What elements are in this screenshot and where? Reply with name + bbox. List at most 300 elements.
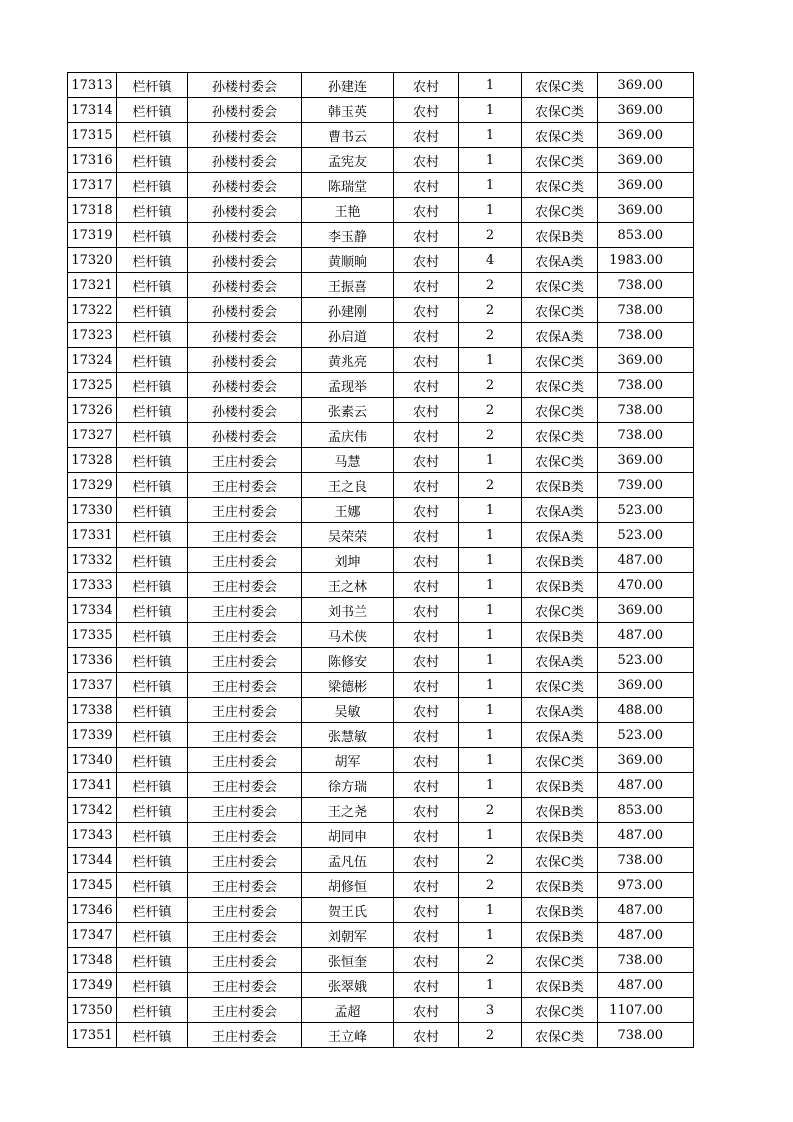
member-count-cell: 1 — [459, 723, 522, 748]
amount-cell: 369.00 — [598, 448, 694, 473]
village-cell: 孙楼村委会 — [188, 148, 302, 173]
table-row — [68, 648, 694, 673]
village-cell: 孙楼村委会 — [188, 373, 302, 398]
town-cell: 栏杆镇 — [117, 898, 188, 923]
table-row — [68, 923, 694, 948]
village-cell: 王庄村委会 — [188, 848, 302, 873]
insurance-class-cell: 农保B类 — [522, 223, 598, 248]
amount-cell: 1983.00 — [598, 248, 694, 273]
area-type-cell: 农村 — [394, 998, 459, 1023]
insurance-class-cell: 农保C类 — [522, 598, 598, 623]
town-cell: 栏杆镇 — [117, 848, 188, 873]
insurance-class-cell: 农保C类 — [522, 998, 598, 1023]
row-id-cell: 17347 — [68, 923, 117, 948]
row-id-cell: 17328 — [68, 448, 117, 473]
name-cell: 黄顺晌 — [302, 248, 394, 273]
table-row — [68, 623, 694, 648]
name-cell: 王立峰 — [302, 1023, 394, 1048]
member-count-cell: 1 — [459, 973, 522, 998]
town-cell: 栏杆镇 — [117, 173, 188, 198]
village-cell: 孙楼村委会 — [188, 223, 302, 248]
area-type-cell: 农村 — [394, 748, 459, 773]
name-cell: 孟宪友 — [302, 148, 394, 173]
row-id-cell: 17340 — [68, 748, 117, 773]
insurance-class-cell: 农保C类 — [522, 373, 598, 398]
amount-cell: 487.00 — [598, 898, 694, 923]
insurance-class-cell: 农保B类 — [522, 773, 598, 798]
name-cell: 王之良 — [302, 473, 394, 498]
table-row — [68, 773, 694, 798]
amount-cell: 487.00 — [598, 773, 694, 798]
row-id-cell: 17325 — [68, 373, 117, 398]
row-id-cell: 17333 — [68, 573, 117, 598]
town-cell: 栏杆镇 — [117, 323, 188, 348]
town-cell: 栏杆镇 — [117, 98, 188, 123]
table-row — [68, 323, 694, 348]
town-cell: 栏杆镇 — [117, 223, 188, 248]
town-cell: 栏杆镇 — [117, 823, 188, 848]
row-id-cell: 17342 — [68, 798, 117, 823]
table-row — [68, 523, 694, 548]
name-cell: 孙启道 — [302, 323, 394, 348]
row-id-cell: 17322 — [68, 298, 117, 323]
row-id-cell: 17330 — [68, 498, 117, 523]
village-cell: 孙楼村委会 — [188, 98, 302, 123]
area-type-cell: 农村 — [394, 148, 459, 173]
town-cell: 栏杆镇 — [117, 1023, 188, 1048]
insurance-class-cell: 农保C类 — [522, 1023, 598, 1048]
insurance-class-cell: 农保B类 — [522, 873, 598, 898]
name-cell: 陈瑞堂 — [302, 173, 394, 198]
member-count-cell: 1 — [459, 548, 522, 573]
village-cell: 王庄村委会 — [188, 898, 302, 923]
town-cell: 栏杆镇 — [117, 723, 188, 748]
insurance-class-cell: 农保C类 — [522, 73, 598, 98]
area-type-cell: 农村 — [394, 623, 459, 648]
amount-cell: 738.00 — [598, 323, 694, 348]
amount-cell: 369.00 — [598, 123, 694, 148]
name-cell: 张慧敏 — [302, 723, 394, 748]
member-count-cell: 2 — [459, 1023, 522, 1048]
amount-cell: 523.00 — [598, 648, 694, 673]
name-cell: 梁德彬 — [302, 673, 394, 698]
area-type-cell: 农村 — [394, 473, 459, 498]
village-cell: 孙楼村委会 — [188, 198, 302, 223]
member-count-cell: 1 — [459, 148, 522, 173]
area-type-cell: 农村 — [394, 173, 459, 198]
town-cell: 栏杆镇 — [117, 248, 188, 273]
area-type-cell: 农村 — [394, 198, 459, 223]
village-cell: 王庄村委会 — [188, 673, 302, 698]
amount-cell: 1107.00 — [598, 998, 694, 1023]
row-id-cell: 17348 — [68, 948, 117, 973]
amount-cell: 523.00 — [598, 523, 694, 548]
amount-cell: 523.00 — [598, 498, 694, 523]
village-cell: 王庄村委会 — [188, 1023, 302, 1048]
area-type-cell: 农村 — [394, 723, 459, 748]
area-type-cell: 农村 — [394, 448, 459, 473]
village-cell: 王庄村委会 — [188, 823, 302, 848]
table-row — [68, 948, 694, 973]
amount-cell: 739.00 — [598, 473, 694, 498]
member-count-cell: 3 — [459, 998, 522, 1023]
area-type-cell: 农村 — [394, 848, 459, 873]
village-cell: 王庄村委会 — [188, 773, 302, 798]
name-cell: 王艳 — [302, 198, 394, 223]
member-count-cell: 1 — [459, 523, 522, 548]
member-count-cell: 2 — [459, 848, 522, 873]
area-type-cell: 农村 — [394, 423, 459, 448]
amount-cell: 369.00 — [598, 73, 694, 98]
table-row — [68, 823, 694, 848]
area-type-cell: 农村 — [394, 298, 459, 323]
table-row — [68, 398, 694, 423]
member-count-cell: 1 — [459, 623, 522, 648]
row-id-cell: 17319 — [68, 223, 117, 248]
amount-cell: 487.00 — [598, 548, 694, 573]
table-row — [68, 748, 694, 773]
row-id-cell: 17337 — [68, 673, 117, 698]
table-row — [68, 723, 694, 748]
town-cell: 栏杆镇 — [117, 148, 188, 173]
member-count-cell: 1 — [459, 98, 522, 123]
town-cell: 栏杆镇 — [117, 923, 188, 948]
area-type-cell: 农村 — [394, 373, 459, 398]
area-type-cell: 农村 — [394, 498, 459, 523]
member-count-cell: 1 — [459, 73, 522, 98]
amount-cell: 487.00 — [598, 973, 694, 998]
town-cell: 栏杆镇 — [117, 273, 188, 298]
row-id-cell: 17341 — [68, 773, 117, 798]
area-type-cell: 农村 — [394, 598, 459, 623]
name-cell: 韩玉英 — [302, 98, 394, 123]
village-cell: 王庄村委会 — [188, 623, 302, 648]
table-row — [68, 273, 694, 298]
town-cell: 栏杆镇 — [117, 673, 188, 698]
insurance-class-cell: 农保C类 — [522, 123, 598, 148]
name-cell: 马术侠 — [302, 623, 394, 648]
name-cell: 吴荣荣 — [302, 523, 394, 548]
name-cell: 孟现举 — [302, 373, 394, 398]
table-row — [68, 473, 694, 498]
table-row — [68, 798, 694, 823]
village-cell: 孙楼村委会 — [188, 423, 302, 448]
name-cell: 刘朝军 — [302, 923, 394, 948]
row-id-cell: 17314 — [68, 98, 117, 123]
member-count-cell: 1 — [459, 823, 522, 848]
insurance-class-cell: 农保B类 — [522, 548, 598, 573]
member-count-cell: 1 — [459, 573, 522, 598]
insurance-class-cell: 农保A类 — [522, 723, 598, 748]
row-id-cell: 17346 — [68, 898, 117, 923]
member-count-cell: 1 — [459, 773, 522, 798]
name-cell: 王之尧 — [302, 798, 394, 823]
town-cell: 栏杆镇 — [117, 523, 188, 548]
table-row — [68, 73, 694, 98]
insurance-class-cell: 农保C类 — [522, 173, 598, 198]
table-row — [68, 598, 694, 623]
member-count-cell: 2 — [459, 298, 522, 323]
name-cell: 胡军 — [302, 748, 394, 773]
name-cell: 孟超 — [302, 998, 394, 1023]
amount-cell: 487.00 — [598, 823, 694, 848]
insurance-class-cell: 农保C类 — [522, 148, 598, 173]
insurance-class-cell: 农保A类 — [522, 698, 598, 723]
area-type-cell: 农村 — [394, 73, 459, 98]
insurance-class-cell: 农保C类 — [522, 673, 598, 698]
amount-cell: 738.00 — [598, 373, 694, 398]
insurance-class-cell: 农保A类 — [522, 323, 598, 348]
insurance-class-cell: 农保B类 — [522, 923, 598, 948]
member-count-cell: 2 — [459, 223, 522, 248]
insurance-class-cell: 农保B类 — [522, 823, 598, 848]
table-row — [68, 873, 694, 898]
village-cell: 王庄村委会 — [188, 473, 302, 498]
row-id-cell: 17320 — [68, 248, 117, 273]
name-cell: 孙建刚 — [302, 298, 394, 323]
row-id-cell: 17313 — [68, 73, 117, 98]
table-row — [68, 673, 694, 698]
village-cell: 王庄村委会 — [188, 798, 302, 823]
amount-cell: 738.00 — [598, 423, 694, 448]
member-count-cell: 2 — [459, 423, 522, 448]
area-type-cell: 农村 — [394, 798, 459, 823]
amount-cell: 487.00 — [598, 923, 694, 948]
row-id-cell: 17329 — [68, 473, 117, 498]
amount-cell: 523.00 — [598, 723, 694, 748]
area-type-cell: 农村 — [394, 98, 459, 123]
insurance-class-cell: 农保C类 — [522, 848, 598, 873]
town-cell: 栏杆镇 — [117, 448, 188, 473]
area-type-cell: 农村 — [394, 573, 459, 598]
member-count-cell: 4 — [459, 248, 522, 273]
member-count-cell: 2 — [459, 473, 522, 498]
row-id-cell: 17327 — [68, 423, 117, 448]
member-count-cell: 1 — [459, 923, 522, 948]
area-type-cell: 农村 — [394, 323, 459, 348]
town-cell: 栏杆镇 — [117, 598, 188, 623]
name-cell: 王振喜 — [302, 273, 394, 298]
row-id-cell: 17316 — [68, 148, 117, 173]
member-count-cell: 1 — [459, 648, 522, 673]
row-id-cell: 17344 — [68, 848, 117, 873]
amount-cell: 488.00 — [598, 698, 694, 723]
town-cell: 栏杆镇 — [117, 423, 188, 448]
town-cell: 栏杆镇 — [117, 373, 188, 398]
table-row — [68, 148, 694, 173]
amount-cell: 487.00 — [598, 623, 694, 648]
village-cell: 王庄村委会 — [188, 748, 302, 773]
name-cell: 黄兆亮 — [302, 348, 394, 373]
row-id-cell: 17349 — [68, 973, 117, 998]
village-cell: 孙楼村委会 — [188, 248, 302, 273]
village-cell: 王庄村委会 — [188, 873, 302, 898]
area-type-cell: 农村 — [394, 1023, 459, 1048]
name-cell: 孙建连 — [302, 73, 394, 98]
amount-cell: 853.00 — [598, 798, 694, 823]
table-row — [68, 548, 694, 573]
member-count-cell: 1 — [459, 448, 522, 473]
table-row — [68, 123, 694, 148]
village-cell: 王庄村委会 — [188, 948, 302, 973]
village-cell: 孙楼村委会 — [188, 123, 302, 148]
village-cell: 王庄村委会 — [188, 923, 302, 948]
name-cell: 张素云 — [302, 398, 394, 423]
village-cell: 孙楼村委会 — [188, 398, 302, 423]
town-cell: 栏杆镇 — [117, 973, 188, 998]
amount-cell: 369.00 — [598, 673, 694, 698]
member-count-cell: 2 — [459, 273, 522, 298]
insurance-class-cell: 农保C类 — [522, 748, 598, 773]
name-cell: 张翠娥 — [302, 973, 394, 998]
member-count-cell: 1 — [459, 498, 522, 523]
town-cell: 栏杆镇 — [117, 548, 188, 573]
area-type-cell: 农村 — [394, 223, 459, 248]
insurance-class-cell: 农保A类 — [522, 498, 598, 523]
insurance-class-cell: 农保B类 — [522, 623, 598, 648]
roster-body — [68, 73, 694, 1048]
table-row — [68, 848, 694, 873]
row-id-cell: 17324 — [68, 348, 117, 373]
amount-cell: 973.00 — [598, 873, 694, 898]
name-cell: 李玉静 — [302, 223, 394, 248]
member-count-cell: 2 — [459, 798, 522, 823]
insurance-class-cell: 农保C类 — [522, 448, 598, 473]
town-cell: 栏杆镇 — [117, 398, 188, 423]
table-row — [68, 698, 694, 723]
amount-cell: 369.00 — [598, 348, 694, 373]
town-cell: 栏杆镇 — [117, 73, 188, 98]
table-row — [68, 423, 694, 448]
amount-cell: 369.00 — [598, 98, 694, 123]
member-count-cell: 1 — [459, 748, 522, 773]
table-row — [68, 373, 694, 398]
village-cell: 王庄村委会 — [188, 648, 302, 673]
table-row — [68, 573, 694, 598]
village-cell: 孙楼村委会 — [188, 273, 302, 298]
table-row — [68, 198, 694, 223]
town-cell: 栏杆镇 — [117, 348, 188, 373]
row-id-cell: 17315 — [68, 123, 117, 148]
area-type-cell: 农村 — [394, 673, 459, 698]
table-row — [68, 973, 694, 998]
member-count-cell: 1 — [459, 123, 522, 148]
amount-cell: 738.00 — [598, 1023, 694, 1048]
town-cell: 栏杆镇 — [117, 473, 188, 498]
name-cell: 马慧 — [302, 448, 394, 473]
amount-cell: 738.00 — [598, 948, 694, 973]
name-cell: 吴敏 — [302, 698, 394, 723]
town-cell: 栏杆镇 — [117, 773, 188, 798]
amount-cell: 369.00 — [598, 148, 694, 173]
town-cell: 栏杆镇 — [117, 998, 188, 1023]
member-count-cell: 2 — [459, 948, 522, 973]
row-id-cell: 17350 — [68, 998, 117, 1023]
roster-table — [67, 72, 694, 1048]
town-cell: 栏杆镇 — [117, 748, 188, 773]
row-id-cell: 17321 — [68, 273, 117, 298]
member-count-cell: 1 — [459, 698, 522, 723]
town-cell: 栏杆镇 — [117, 648, 188, 673]
town-cell: 栏杆镇 — [117, 948, 188, 973]
member-count-cell: 2 — [459, 373, 522, 398]
row-id-cell: 17343 — [68, 823, 117, 848]
member-count-cell: 1 — [459, 898, 522, 923]
table-row — [68, 998, 694, 1023]
insurance-class-cell: 农保C类 — [522, 298, 598, 323]
member-count-cell: 1 — [459, 173, 522, 198]
name-cell: 刘坤 — [302, 548, 394, 573]
area-type-cell: 农村 — [394, 348, 459, 373]
village-cell: 王庄村委会 — [188, 698, 302, 723]
insurance-class-cell: 农保C类 — [522, 98, 598, 123]
row-id-cell: 17331 — [68, 523, 117, 548]
amount-cell: 369.00 — [598, 198, 694, 223]
town-cell: 栏杆镇 — [117, 123, 188, 148]
insurance-class-cell: 农保B类 — [522, 798, 598, 823]
member-count-cell: 2 — [459, 398, 522, 423]
member-count-cell: 2 — [459, 323, 522, 348]
name-cell: 张恒奎 — [302, 948, 394, 973]
village-cell: 孙楼村委会 — [188, 73, 302, 98]
insurance-class-cell: 农保B类 — [522, 898, 598, 923]
name-cell: 孟凡伍 — [302, 848, 394, 873]
town-cell: 栏杆镇 — [117, 573, 188, 598]
name-cell: 陈修安 — [302, 648, 394, 673]
member-count-cell: 1 — [459, 198, 522, 223]
table-row — [68, 98, 694, 123]
amount-cell: 738.00 — [598, 273, 694, 298]
insurance-class-cell: 农保A类 — [522, 523, 598, 548]
insurance-class-cell: 农保B类 — [522, 573, 598, 598]
row-id-cell: 17326 — [68, 398, 117, 423]
row-id-cell: 17336 — [68, 648, 117, 673]
village-cell: 王庄村委会 — [188, 973, 302, 998]
area-type-cell: 农村 — [394, 523, 459, 548]
member-count-cell: 1 — [459, 673, 522, 698]
amount-cell: 853.00 — [598, 223, 694, 248]
table-row — [68, 448, 694, 473]
area-type-cell: 农村 — [394, 273, 459, 298]
town-cell: 栏杆镇 — [117, 198, 188, 223]
row-id-cell: 17339 — [68, 723, 117, 748]
insurance-class-cell: 农保C类 — [522, 948, 598, 973]
name-cell: 王之林 — [302, 573, 394, 598]
village-cell: 王庄村委会 — [188, 573, 302, 598]
town-cell: 栏杆镇 — [117, 798, 188, 823]
village-cell: 孙楼村委会 — [188, 323, 302, 348]
area-type-cell: 农村 — [394, 248, 459, 273]
insurance-class-cell: 农保C类 — [522, 198, 598, 223]
table-row — [68, 173, 694, 198]
town-cell: 栏杆镇 — [117, 873, 188, 898]
village-cell: 孙楼村委会 — [188, 298, 302, 323]
name-cell: 贺王氏 — [302, 898, 394, 923]
row-id-cell: 17323 — [68, 323, 117, 348]
name-cell: 胡修恒 — [302, 873, 394, 898]
row-id-cell: 17345 — [68, 873, 117, 898]
row-id-cell: 17351 — [68, 1023, 117, 1048]
village-cell: 孙楼村委会 — [188, 348, 302, 373]
row-id-cell: 17334 — [68, 598, 117, 623]
insurance-class-cell: 农保C类 — [522, 348, 598, 373]
area-type-cell: 农村 — [394, 123, 459, 148]
row-id-cell: 17338 — [68, 698, 117, 723]
table-row — [68, 1023, 694, 1048]
village-cell: 王庄村委会 — [188, 498, 302, 523]
amount-cell: 738.00 — [598, 398, 694, 423]
table-row — [68, 298, 694, 323]
